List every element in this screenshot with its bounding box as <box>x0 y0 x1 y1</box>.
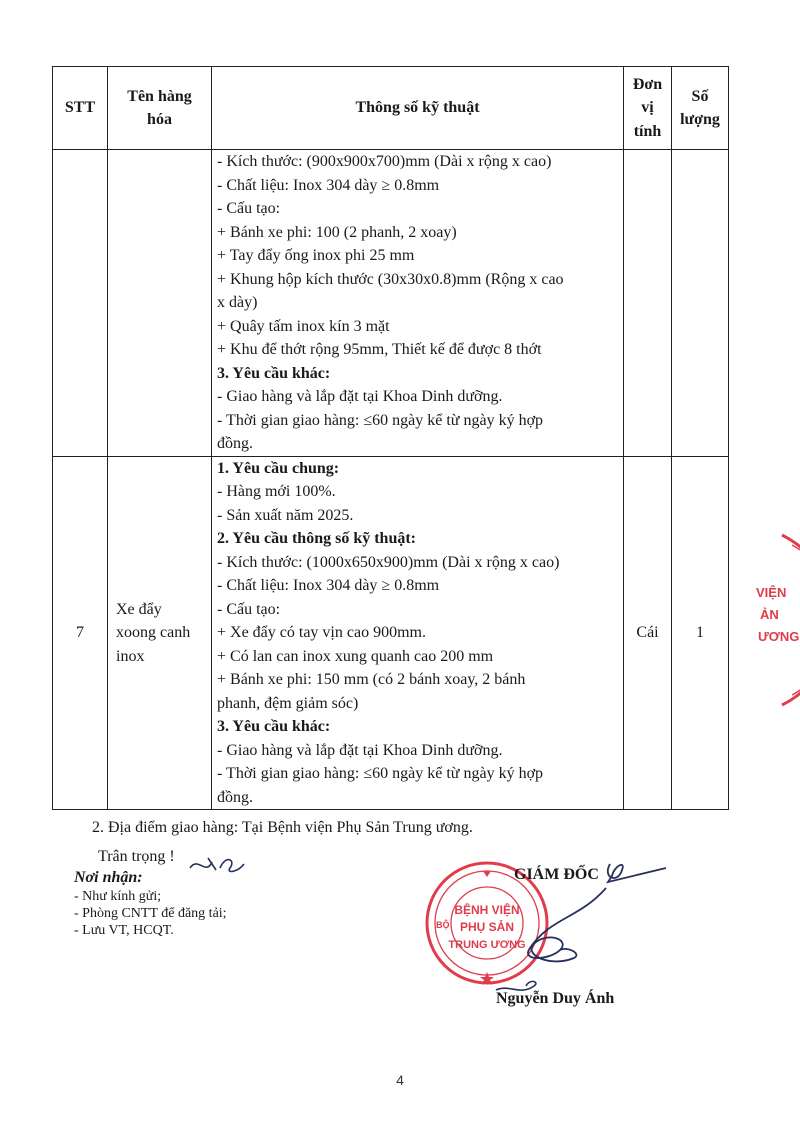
spec-line: + Tay đẩy ống inox phi 25 mm <box>217 247 415 264</box>
recipients-title: Nơi nhận: <box>74 869 143 886</box>
spec-line: - Kích thước: (900x900x700)mm (Dài x rộng x cao) <box>217 153 552 170</box>
cell-name <box>108 150 212 457</box>
cell-unit: Cái <box>624 456 672 810</box>
recipient-item: - Như kính gửi; <box>74 889 162 904</box>
spec-line: - Thời gian giao hàng: ≤60 ngày kể từ ngày ký hợp <box>217 765 544 782</box>
cell-spec-continued <box>212 150 624 457</box>
spec-line: + Khung hộp kích thước (30x30x0.8)mm (Rộng x cao <box>217 270 564 288</box>
spec-section-heading: 2. Yêu cầu thông số kỹ thuật: <box>217 530 416 547</box>
spec-line: đồng. <box>217 435 253 452</box>
spec-section-heading: 1. Yêu cầu chung: <box>217 459 340 477</box>
spec-line: - Hàng mới 100%. <box>217 483 336 500</box>
spec-line: - Kích thước: (1000x650x900)mm (Dài x rộng x cao) <box>217 553 560 571</box>
spec-line: phanh, đệm giảm sóc) <box>217 694 359 712</box>
delivery-note: 2. Địa điểm giao hàng: Tại Bệnh viện Phụ Sản Trung ương. <box>92 819 473 836</box>
spec-table <box>52 66 729 810</box>
cell-stt: 7 <box>53 456 108 810</box>
spec-line: đồng. <box>217 788 253 806</box>
seal-text: PHỤ SẢN <box>459 920 515 934</box>
spec-line: + Có lan can inox xung quanh cao 200 mm <box>217 647 494 665</box>
partial-stamp <box>752 525 800 715</box>
spec-line: + Bánh xe phi: 100 (2 phanh, 2 xoay) <box>217 223 457 241</box>
partial-stamp-text: ẢN <box>760 607 779 622</box>
seal-text: TRUNG ƯƠNG <box>448 939 526 951</box>
spec-line: - Giao hàng và lắp đặt tại Khoa Dinh dưỡng. <box>217 388 503 405</box>
seal-text: BỘ <box>436 920 450 930</box>
header-unit-line: tính <box>633 122 662 140</box>
cell-name <box>108 456 212 810</box>
header-qty <box>672 67 729 150</box>
signer-name: Nguyễn Duy Ánh <box>496 990 615 1007</box>
initials-signature-icon <box>186 850 246 878</box>
header-qty-line: lượng <box>680 111 720 128</box>
item-name-line: inox <box>116 647 145 665</box>
table-row <box>53 150 729 457</box>
header-unit <box>624 67 672 150</box>
signer-position: GIÁM ĐỐC <box>514 866 599 883</box>
header-spec: Thông số kỹ thuật <box>212 67 624 150</box>
spec-line: - Thời gian giao hàng: ≤60 ngày kể từ ngày ký hợp <box>217 411 544 429</box>
cell-spec <box>212 456 624 810</box>
header-stt: STT <box>53 67 108 150</box>
header-qty-line: Số <box>691 87 709 105</box>
item-name-line: Xe đẩy <box>116 600 162 618</box>
seal-text: BỆNH VIỆN <box>454 903 520 917</box>
spec-section-heading: 3. Yêu cầu khác: <box>217 364 331 382</box>
recipient-item: - Lưu VT, HCQT. <box>74 923 174 938</box>
cell-qty: 1 <box>672 456 729 810</box>
spec-line: x dày) <box>217 294 258 311</box>
header-name-line: hóa <box>147 111 172 128</box>
header-name <box>108 67 212 150</box>
header-name-line: Tên hàng <box>127 87 192 105</box>
spec-section-heading: 3. Yêu cầu khác: <box>217 718 331 735</box>
recipient-item: - Phòng CNTT để đăng tải; <box>74 906 227 921</box>
cell-unit <box>624 150 672 457</box>
spec-line: + Xe đẩy có tay vịn cao 900mm. <box>217 624 426 641</box>
table-header-row <box>53 67 729 150</box>
page-number: 4 <box>396 1072 404 1088</box>
cell-stt <box>53 150 108 457</box>
signature-icon <box>490 858 670 1008</box>
header-unit-line: Đơn <box>632 75 663 93</box>
spec-line: - Sản xuất năm 2025. <box>217 506 354 524</box>
partial-stamp-text: VIỆN <box>756 585 787 600</box>
cell-qty <box>672 150 729 457</box>
table-row <box>53 456 729 810</box>
spec-line: + Khu để thớt rộng 95mm, Thiết kế để được 8 thớt <box>217 341 542 358</box>
spec-line: - Chất liệu: Inox 304 dày ≥ 0.8mm <box>217 577 440 594</box>
spec-line: - Cấu tạo: <box>217 600 281 618</box>
spec-line: - Giao hàng và lắp đặt tại Khoa Dinh dưỡng. <box>217 741 503 759</box>
item-name-line: xoong canh <box>116 624 191 641</box>
spec-line: - Chất liệu: Inox 304 dày ≥ 0.8mm <box>217 176 440 194</box>
partial-stamp-text: ƯƠNG <box>758 629 800 644</box>
spec-line: - Cấu tạo: <box>217 200 281 217</box>
closing-greeting: Trân trọng ! <box>98 848 175 865</box>
spec-line: + Quây tấm inox kín 3 mặt <box>217 317 390 335</box>
header-unit-line: vị <box>641 99 654 117</box>
spec-line: + Bánh xe phi: 150 mm (có 2 bánh xoay, 2 bánh <box>217 671 526 688</box>
